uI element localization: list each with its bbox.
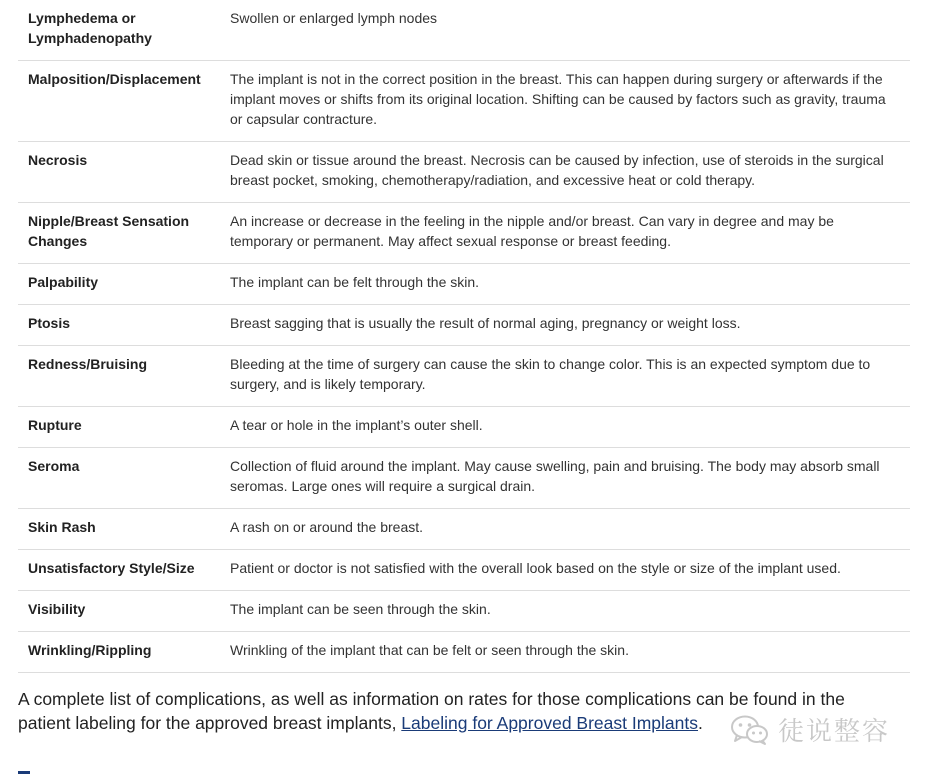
complication-term: Lymphedema or Lymphadenopathy: [18, 0, 220, 61]
complications-table-body: [18, 0, 910, 673]
complication-term: Skin Rash: [18, 509, 220, 550]
complication-description: A tear or hole in the implant’s outer shell.: [220, 407, 910, 448]
watermark-text: 徒说整容: [778, 717, 891, 747]
table-row: [18, 203, 910, 264]
table-row: [18, 142, 910, 203]
complications-table: [18, 0, 910, 673]
complication-term: Malposition/Displacement: [18, 61, 220, 142]
complication-term: Wrinkling/Rippling: [18, 632, 220, 673]
table-row: [18, 509, 910, 550]
complication-term: Necrosis: [18, 142, 220, 203]
complication-description: The implant can be seen through the skin.: [220, 591, 910, 632]
footer-end-punct: .: [698, 713, 703, 733]
watermark: [730, 711, 890, 748]
wechat-icon: [730, 714, 770, 746]
complication-term: Nipple/Breast Sensation Changes: [18, 203, 220, 264]
complication-description: The implant is not in the correct position in the breast. This can happen during surgery or afterwards if the implant moves or shifts from its original location. Shifting can be caused by factors such as gravity, trauma or capsular contracture.: [220, 61, 910, 142]
complication-term: Seroma: [18, 448, 220, 509]
complication-description: Breast sagging that is usually the result of normal aging, pregnancy or weight loss.: [220, 305, 910, 346]
complication-description: Collection of fluid around the implant. May cause swelling, pain and bruising. The body may absorb small seromas. Large ones will require a surgical drain.: [220, 448, 910, 509]
complication-term: Palpability: [18, 264, 220, 305]
table-row: [18, 591, 910, 632]
complication-description: Wrinkling of the implant that can be felt or seen through the skin.: [220, 632, 910, 673]
complication-term: Unsatisfactory Style/Size: [18, 550, 220, 591]
table-row: [18, 0, 910, 61]
complication-description: Bleeding at the time of surgery can cause the skin to change color. This is an expected symptom due to surgery, and is likely temporary.: [220, 346, 910, 407]
complication-term: Ptosis: [18, 305, 220, 346]
table-row: [18, 448, 910, 509]
complication-description: An increase or decrease in the feeling in the nipple and/or breast. Can vary in degree and may be temporary or permanent. May affect sexual response or breast feeding.: [220, 203, 910, 264]
complication-description: A rash on or around the breast.: [220, 509, 910, 550]
complication-description: Swollen or enlarged lymph nodes: [220, 0, 910, 61]
complication-description: Patient or doctor is not satisfied with the overall look based on the style or size of the implant used.: [220, 550, 910, 591]
footer-text: A complete list of complications, as well as information on rates for those complications can be found in the patient labeling for the approved breast implants,: [18, 689, 845, 733]
table-row: [18, 264, 910, 305]
table-row: [18, 407, 910, 448]
table-row: [18, 632, 910, 673]
table-row: [18, 61, 910, 142]
complication-description: Dead skin or tissue around the breast. Necrosis can be caused by infection, use of steroids in the surgical breast pocket, smoking, chemotherapy/radiation, and excessive heat or cold therapy.: [220, 142, 910, 203]
table-row: [18, 305, 910, 346]
complication-term: Redness/Bruising: [18, 346, 220, 407]
complication-description: The implant can be felt through the skin.: [220, 264, 910, 305]
table-row: [18, 346, 910, 407]
table-row: [18, 550, 910, 591]
complication-term: Visibility: [18, 591, 220, 632]
complication-term: Rupture: [18, 407, 220, 448]
labeling-link[interactable]: Labeling for Approved Breast Implants: [401, 713, 699, 733]
